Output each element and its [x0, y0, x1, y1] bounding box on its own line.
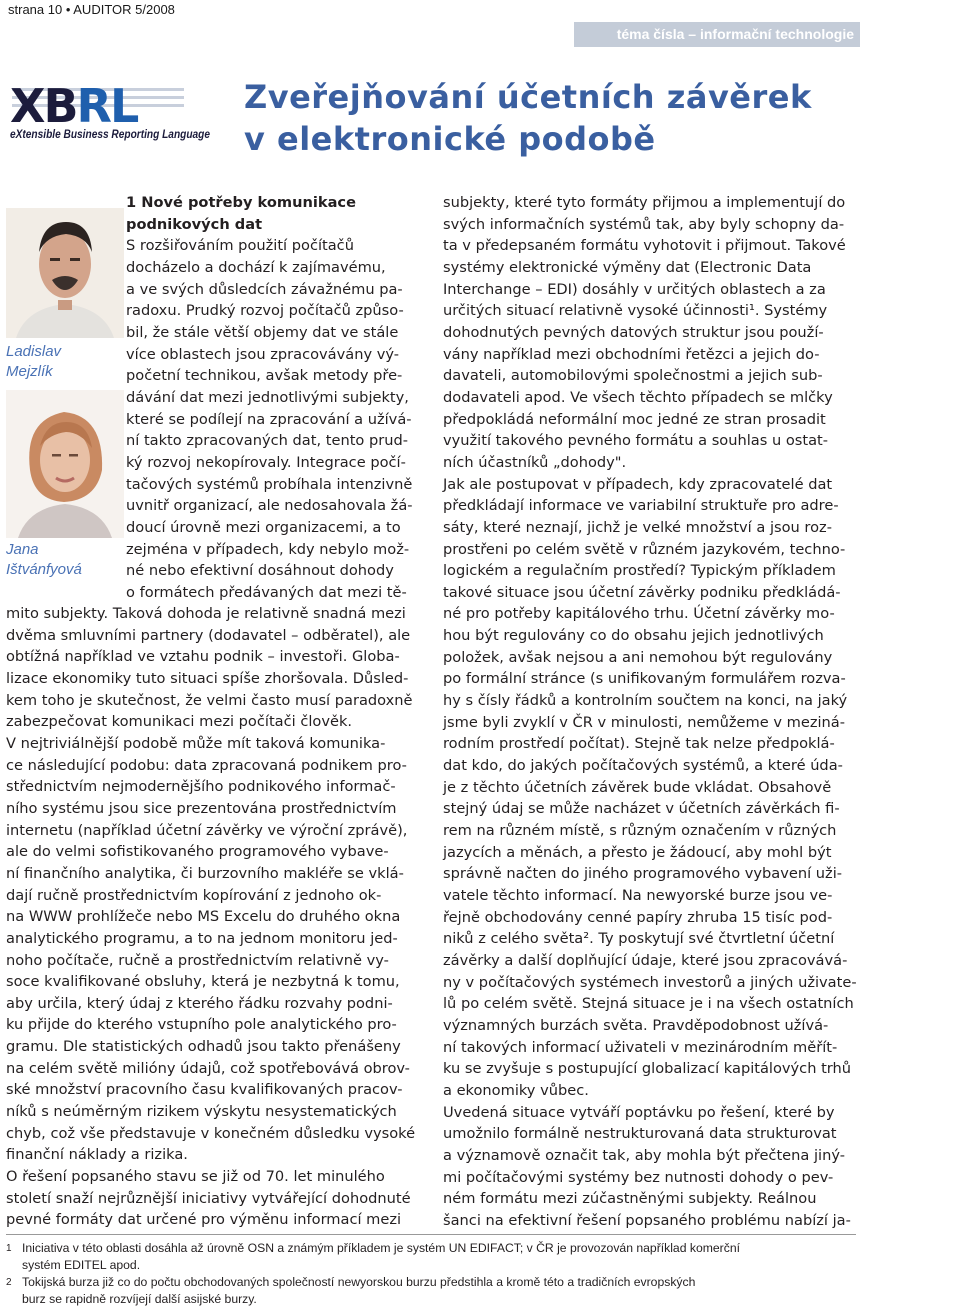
- text-line: určitých situací relativně vysoké účinnosti¹. Systémy: [443, 302, 828, 320]
- text-line: aby určila, který údaj z kterého řádku rozvahy podni-: [6, 994, 393, 1012]
- text-line: kem toho je skutečnost, že velmi často musí paradoxně: [6, 691, 413, 709]
- logo-r: R: [76, 79, 110, 133]
- text-line: předpokládá neformální moc jedné ze stran prosadit: [443, 410, 826, 428]
- text-line: obtížná například ve vztahu podnik – investoři. Globa-: [6, 648, 400, 666]
- text-line: jsme byli zvyklí v ČR v minulosti, nemůžeme v meziná-: [443, 713, 846, 731]
- text-line: doucí úrovně mezi organizacemi, a to: [126, 518, 401, 536]
- topic-banner: téma čísla – informační technologie: [574, 22, 860, 47]
- footnote-line: Tokijská burza již co do počtu obchodovaných společností newyorskou burzu předstihla a kromě této a tradičních evropských: [22, 1275, 696, 1289]
- logo-l: L: [109, 79, 138, 133]
- text-line: ské množství pracovního času kvalifikovaných pracov-: [6, 1081, 403, 1099]
- text-line: internetu (například účetní závěrky ve výroční zprávě),: [6, 821, 408, 839]
- text-line: a významově označit tak, aby mohla být přečtena jiný-: [443, 1146, 845, 1164]
- text-line: Jak ale postupovat v případech, kdy zpracovatelé dat: [443, 475, 833, 493]
- text-line: správně načten do jiného programového vybavení uži-: [443, 865, 843, 883]
- text-line: subjekty, které tyto formáty přijmou a implementují do: [443, 194, 846, 211]
- text-line: S rozšiřováním použití počítačů: [126, 237, 354, 255]
- text-line: chyb, což vše představuje v konečném důsledku vysoké: [6, 1124, 416, 1142]
- text-line: zabezpečovat komunikaci mezi počítači člověk.: [6, 713, 353, 731]
- footnote-rule: [6, 1234, 856, 1235]
- text-line: ního systému jsou sice prezentována prostřednictvím: [6, 799, 397, 817]
- text-line: ta v předepsaném formátu vyhotovit i přijmout. Takové: [443, 237, 846, 255]
- text-line: bil, že stále větší objemy dat ve stále: [126, 323, 399, 341]
- author-first-name: Ladislav: [6, 343, 62, 360]
- text-line: Interchange – EDI) dosáhly v určitých oblastech a za: [443, 280, 826, 298]
- author-mejzlik: [6, 342, 61, 382]
- footnotes: [6, 1240, 956, 1308]
- text-line: ku se zvyšuje s postupující globalizací kapitálových trhů: [443, 1060, 852, 1078]
- text-line: radoxu. Prudký rozvoj počítačů způso-: [126, 302, 404, 320]
- text-line: né pro potřeby kapitálového trhu. Účetní závěrky mo-: [443, 605, 835, 623]
- text-line: ce následující podobu: data zpracovaná podnikem pro-: [6, 756, 407, 774]
- text-line: ní takto zpracovaných dat, tento prud-: [126, 432, 409, 450]
- text-line: ní finančního analytika, či burzovního makléře se vklá-: [6, 864, 404, 882]
- text-line: ních účastníků „dohody".: [443, 453, 627, 471]
- text-line: století snaží nejrůznější iniciativy vytvářející dohodnuté: [6, 1189, 411, 1207]
- text-line: mi počítačovými systémy bez nutnosti dohody o pev-: [443, 1168, 834, 1186]
- text-line: davateli, automobilovými společnostmi a jejich sub-: [443, 367, 823, 385]
- text-line: ale do velmi sofistikovaného programového vybave-: [6, 843, 389, 861]
- text-line: ký rozvoj nekopírovaly. Integrace počí-: [126, 453, 406, 471]
- text-line: svých informačních systémů tak, aby byly schopny da-: [443, 215, 845, 233]
- text-line: ny v počítačových systémech investorů a jiných uživate-: [443, 973, 857, 991]
- text-line: a ekonomiky vůbec.: [443, 1081, 589, 1099]
- text-line: Uvedená situace vytváří poptávku po řešení, které by: [443, 1103, 835, 1121]
- text-line: tačových systémů probíhala intenzivně: [126, 475, 413, 493]
- text-line: lizace ekonomiky tuto situaci spíše zhoršovala. Důsled-: [6, 669, 409, 687]
- text-line: finanční náklady a rizika.: [6, 1146, 188, 1164]
- text-line: mito subjekty. Taková dohoda je relativně snadná mezi: [6, 605, 406, 622]
- text-line: umožnilo formálně nestrukturovaná data strukturovat: [443, 1125, 837, 1143]
- text-line: lů po celém světě. Stejná situace je i na všech ostatních: [443, 995, 854, 1013]
- text-line: 1 Nové potřeby komunikace: [126, 194, 356, 211]
- author-photo-istvanfyova: [6, 390, 124, 538]
- page-label: strana 10 • AUDITOR 5/2008: [8, 2, 175, 17]
- author-last-name: Mejzlík: [6, 363, 53, 380]
- author-istvanfyova: [6, 540, 82, 580]
- text-line: hy s čísly řádků a kontrolním součtem na konci, na jaký: [443, 692, 848, 710]
- text-line: dají ručně prostřednictvím kopírování z jednoho ok-: [6, 886, 382, 904]
- text-line: prostřeni po celém světě v různém jazykovém, techno-: [443, 540, 846, 558]
- text-line: vatele těchto informací. Na newyorské burze jsou ve-: [443, 887, 833, 904]
- text-line: né nebo efektivní dosáhnout dohody: [126, 562, 394, 580]
- text-line: noho počítače, ručně a prostřednictvím relativně vy-: [6, 951, 389, 969]
- footnote: [6, 1274, 956, 1308]
- xbrl-logo: [6, 78, 214, 144]
- text-line: rem na různém místě, s různým označením v různých: [443, 822, 837, 840]
- title-line-1: Zveřejňování účetních závěrek: [244, 78, 812, 116]
- text-line: je z těchto účetních závěrek bude vkládat. Obsahově: [443, 778, 832, 796]
- text-line: střednictvím nejmodernějšího podnikového informač-: [6, 778, 396, 796]
- text-line: hou být regulovány co do obsahu jejich jednotlivých: [443, 627, 824, 645]
- author-photo-mejzlik: [6, 208, 124, 338]
- text-line: po formální stránce (s unifikovaným formulářem rozva-: [443, 670, 846, 688]
- text-line: využití takového pevného formátu a souhlas u ostat-: [443, 432, 829, 450]
- text-line: ném formátu mezi zúčastněnými subjekty. Reálnou: [443, 1190, 817, 1208]
- text-line: více oblastech jsou zpracovávány vý-: [126, 345, 399, 363]
- text-line: řejně obchodovány cenné papíry zhruba 15 tisíc pod-: [443, 908, 833, 926]
- text-line: dohodnutých pevných datových struktur jsou použí-: [443, 323, 824, 341]
- text-line: takové situace jsou účetní závěrky podniku předkládá-: [443, 583, 841, 601]
- text-line: sáty, které neznají, jichž je velké množství a jsou roz-: [443, 518, 832, 536]
- text-line: V nejtriviálnější podobě může mít taková komunika-: [6, 734, 386, 752]
- text-line: ní takových informací uživateli v mezinárodním měřít-: [443, 1038, 838, 1056]
- title-line-2: v elektronické podobě: [244, 120, 656, 158]
- text-line: docházelo a dochází k zajímavému,: [126, 258, 386, 276]
- footnote-line: burz se rapidně rozvíjejí další asijské burzy.: [22, 1292, 257, 1306]
- logo-b: B: [43, 79, 77, 133]
- column-1-wide: [6, 603, 415, 1231]
- text-line: dodavateli apod. Ve všech těchto případech se mlčky: [443, 388, 833, 406]
- text-line: soce kvalifikované obsluhy, která je nezbytná k tomu,: [6, 973, 400, 991]
- text-line: systémy elektronické výměny dat (Electronic Data: [443, 258, 812, 276]
- text-line: na celém světě milióny údajů, což spotřebovává obrov-: [6, 1059, 410, 1077]
- text-line: položek, avšak nejsou a ani nemohou být regulovány: [443, 648, 833, 666]
- logo-subtitle: eXtensible Business Reporting Language: [10, 129, 211, 141]
- text-line: dvěma smluvními partnery (dodavatel – odběratel), ale: [6, 626, 411, 644]
- text-line: na WWW prohlížeče nebo MS Excelu do druhého okna: [6, 908, 401, 926]
- article-title: [244, 76, 812, 160]
- text-line: které se podílejí na zpracování a užívá-: [126, 410, 412, 428]
- text-line: logickém a regulačním prostředí? Typickým příkladem: [443, 562, 836, 580]
- text-line: níků s neúměrným rizikem výskytu nesystematických: [6, 1103, 397, 1121]
- logo-mark: [10, 79, 139, 133]
- text-line: vány například mezi obchodními řetězci a jejich do-: [443, 345, 820, 363]
- text-line: jazycích a měnách, a přesto je žádoucí, aby mohl být: [443, 843, 832, 861]
- text-line: dat kdo, do jakých počítačových systémů, a které úda-: [443, 757, 843, 775]
- footnote-number: 2: [6, 1277, 12, 1288]
- text-line: niků z celého světa². Ty poskytují své čtvrtletní účetní: [443, 930, 835, 948]
- text-line: gramu. Dle statistických odhadů jsou takto přenášeny: [6, 1038, 401, 1056]
- text-line: významných burzách světa. Pravděpodobnost užívá-: [443, 1016, 829, 1034]
- text-line: předkládají informace ve variabilní struktuře pro adre-: [443, 497, 839, 515]
- text-line: rodním prostředí počítat). Stejně tak nelze předpoklá-: [443, 735, 835, 753]
- text-line: početní technikou, avšak metody pře-: [126, 367, 403, 385]
- logo-x: X: [10, 79, 44, 133]
- footnote-line: Iniciativa v této oblasti dosáhla až úrovně OSN a známým příkladem je systém UN EDIFACT; v ČR je provozován například komerční: [22, 1241, 740, 1255]
- author-first-name: Jana: [6, 541, 39, 558]
- text-line: uvnitř organizací, ale nedosahovala žá-: [126, 497, 413, 515]
- text-line: O řešení popsaného stavu se již od 70. let minulého: [6, 1168, 385, 1186]
- text-line: závěrky a další doplňující údaje, které jsou zpracovává-: [443, 951, 848, 969]
- text-line: dávání dat mezi jednotlivými subjekty,: [126, 388, 409, 406]
- column-1-narrow: [126, 192, 413, 603]
- text-line: ku přijde do kterého vstupního pole analytického pro-: [6, 1016, 397, 1034]
- footnote-number: 1: [6, 1243, 12, 1254]
- text-line: podnikových dat: [126, 215, 263, 233]
- text-line: šanci na efektivní řešení popsaného problému nabízí ja-: [443, 1211, 851, 1229]
- footnote: [6, 1240, 956, 1274]
- text-line: analytického programu, a to na jednom monitoru jed-: [6, 929, 398, 947]
- text-line: o formátech předávaných dat mezi tě-: [126, 583, 407, 601]
- text-line: a ve svých důsledcích závažnému pa-: [126, 280, 403, 298]
- author-last-name: Ištvánfyová: [6, 561, 82, 578]
- column-2: [443, 192, 857, 1232]
- text-line: stejný údaj se může nacházet v účetních závěrkách fi-: [443, 800, 840, 818]
- footnote-line: systém EDITEL apod.: [22, 1258, 141, 1272]
- text-line: pevné formáty dat určené pro výměnu informací mezi: [6, 1211, 402, 1229]
- text-line: zejména v případech, kdy nebylo mož-: [126, 540, 410, 558]
